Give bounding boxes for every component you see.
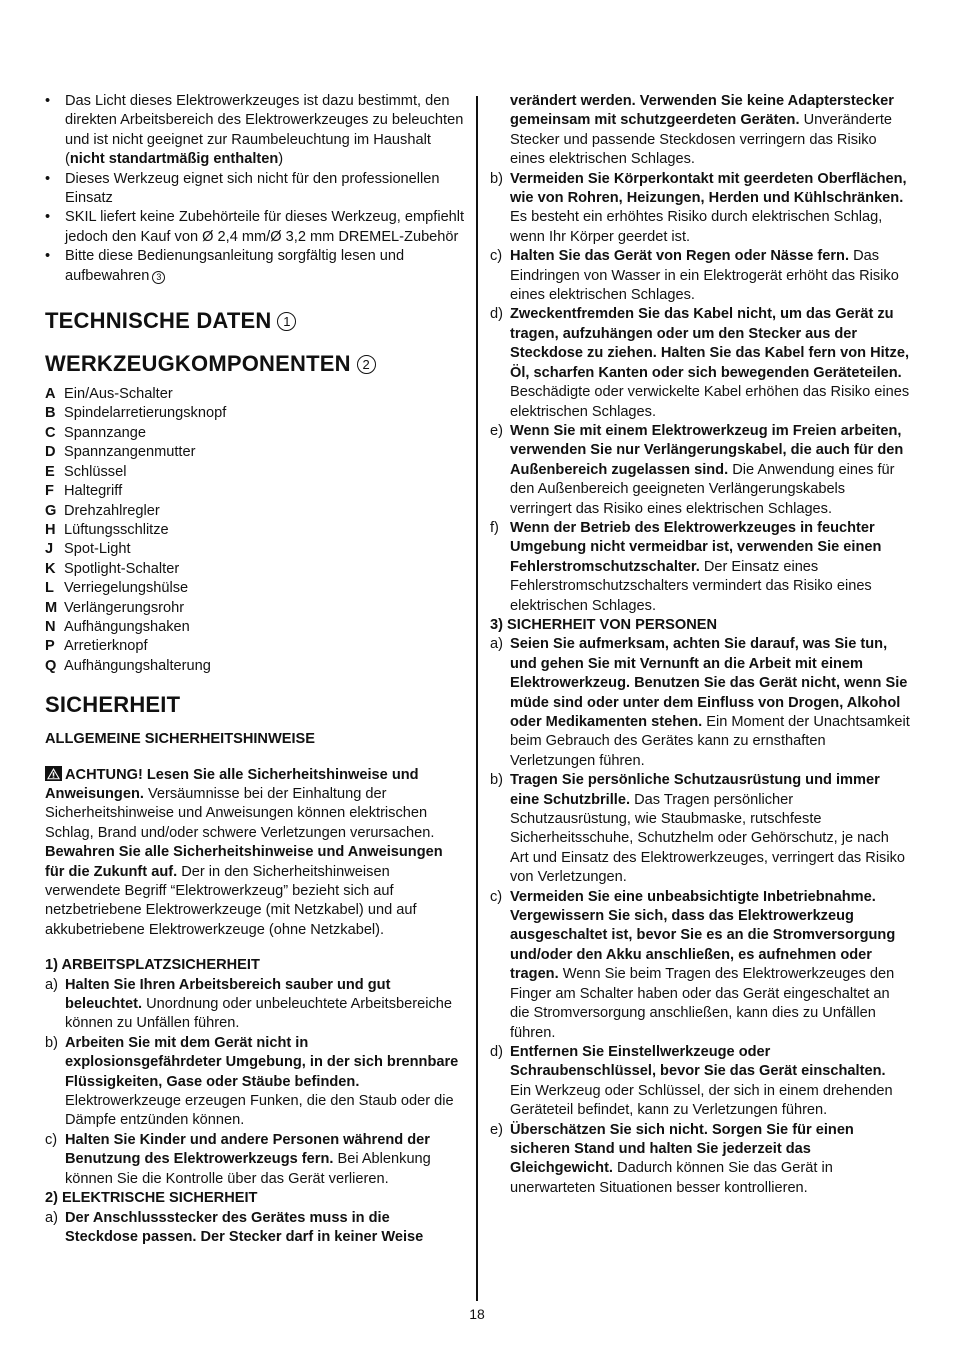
bold-text: Wenn Sie mit einem Elektrowerkzeug im Freien arbeiten, verwenden Sie nur Verlängerungskabel, die auch für den Außenbereich zugelassen sind. [510, 422, 904, 478]
right-column [490, 92, 910, 1198]
safety-item [45, 1131, 465, 1189]
warning-paragraph [45, 766, 465, 941]
item-marker: c) [45, 1131, 58, 1148]
item-text [510, 305, 910, 421]
safety-item [490, 888, 910, 1043]
section-item-list [45, 1209, 465, 1248]
section-item-list [490, 92, 910, 616]
figure-ref-1: 1 [277, 312, 296, 331]
component-label: Spannzange [64, 424, 146, 441]
component-letter: Q [45, 657, 57, 674]
component-label: Lüftungsschlitze [64, 521, 169, 538]
bold-text: verändert werden. Verwenden Sie keine Adapterstecker gemeinsam mit schutzgeerdeten Geräten. [510, 93, 894, 129]
figure-ref-2: 2 [357, 355, 376, 374]
component-item [45, 502, 465, 521]
section-item-list [45, 976, 465, 1189]
component-item [45, 443, 465, 462]
component-letter: A [45, 386, 56, 403]
figure-ref: 3 [152, 271, 165, 284]
text-run: Es besteht ein erhöhtes Risiko durch elektrischen Schlag, wenn Ihr Körper geerdet ist. [510, 209, 883, 245]
bold-text: Entfernen Sie Einstellwerkzeuge oder Schraubenschlüssel, bevor Sie das Gerät einschalten. [510, 1043, 886, 1080]
item-marker: b) [490, 772, 503, 789]
item-text [510, 888, 910, 1043]
safety-item [490, 635, 910, 771]
bold-text: nicht standartmäßig enthalten [69, 151, 279, 168]
component-label: Spot-Light [64, 541, 131, 558]
text-run: Unveränderte Stecker und passende Steckdosen verringern das Risiko eines elektrischen Schlages. [510, 112, 893, 168]
component-label: Spannzangenmutter [64, 444, 196, 461]
heading-tool-components-text: WERKZEUGKOMPONENTEN [45, 351, 351, 377]
text-run: Dieses Werkzeug eignet sich nicht für den professionellen Einsatz [65, 170, 440, 207]
section-item-list [490, 635, 910, 1198]
component-label: Verriegelungshülse [64, 580, 189, 597]
item-text [510, 635, 910, 771]
component-label: Ein/Aus-Schalter [64, 386, 173, 403]
item-text [510, 170, 910, 248]
bold-text: Überschätzen Sie sich nicht. Sorgen Sie für einen sicheren Stand und halten Sie jederzeit das Gleichgewicht. [510, 1121, 854, 1177]
component-item [45, 482, 465, 501]
text-run: Beschädigte oder verwickelte Kabel erhöhen das Risiko eines elektrischen Schlages. [510, 384, 910, 420]
item-text [510, 771, 910, 887]
safety-item [490, 305, 910, 421]
text-run: Dadurch können Sie das Gerät in unerwarteten Situationen besser kontrollieren. [510, 1160, 833, 1196]
text-run: Wenn Sie beim Tragen des Elektrowerkzeuges den Finger am Schalter haben oder das Gerät eingeschaltet an die Stromversorgung anschließen, kann dies zu Unfällen führen. [510, 966, 895, 1041]
text-run: Die Anwendung eines für den Außenbereich geeigneten Verlängerungskabels verringert das Risiko eines elektrischen Schlages. [510, 461, 895, 517]
component-item [45, 637, 465, 656]
item-text [510, 247, 910, 305]
bold-text: Tragen Sie persönliche Schutzausrüstung und immer eine Schutzbrille. [510, 772, 880, 808]
bold-text: Wenn der Betrieb des Elektrowerkzeuges in feuchter Umgebung nicht vermeidbar ist, verwenden Sie einen Fehlerstromschutzschalter. [510, 519, 882, 575]
component-label: Spindelarretierungsknopf [64, 405, 227, 422]
bold-text: Halten Sie Kinder und andere Personen während der Benutzung des Elektrowerkzeugs fern. [65, 1131, 430, 1168]
component-label: Aufhängungshalterung [64, 657, 211, 674]
item-text [510, 1121, 910, 1199]
text-run: Elektrowerkzeuge erzeugen Funken, die den Staub oder die Dämpfe entzünden können. [65, 1093, 454, 1129]
component-letter: K [45, 560, 56, 577]
component-label: Schlüssel [64, 463, 127, 480]
component-item [45, 521, 465, 540]
item-text [65, 1131, 465, 1189]
item-marker: b) [45, 1034, 58, 1051]
text-run: Bei Ablenkung können Sie die Kontrolle über das Gerät verlieren. [65, 1151, 431, 1187]
text-run: Bitte diese Bedienungsanleitung sorgfältig lesen und aufbewahren [65, 248, 405, 284]
text-run: Ein Werkzeug oder Schlüssel, der sich in einem drehenden Geräteteil befindet, kann zu Verletzungen führen. [510, 1082, 893, 1119]
section-title: 2) ELEKTRISCHE SICHERHEIT [45, 1190, 258, 1207]
component-item [45, 463, 465, 482]
bold-text: Vermeiden Sie eine unbeabsichtigte Inbetriebnahme. Vergewissern Sie sich, dass das Elektrowerkzeug ausgeschaltet ist, bevor Sie es an die Stromversorgung und/oder den Akku anschließen, es aufnehmen oder tragen. [510, 888, 896, 983]
heading-safety: SICHERHEIT [45, 692, 181, 718]
heading-technical-data [45, 308, 465, 334]
component-label: Spotlight-Schalter [64, 560, 180, 577]
text-run: Versäumnisse bei der Einhaltung der Sicherheitshinweise und Anweisungen können elektrischen Schlag, Brand und/oder schwere Verletzungen verursachen. [45, 785, 435, 841]
component-letter: P [45, 638, 55, 655]
item-text [510, 422, 910, 519]
text-run: Ein Moment der Unachtsamkeit beim Gebrauch des Gerätes kann zu ernsthaften Verletzungen führen. [510, 714, 910, 769]
item-text [510, 92, 910, 170]
safety-item [45, 1034, 465, 1131]
item-text [65, 1209, 465, 1248]
subheading-general-safety: ALLGEMEINE SICHERHEITSHINWEISE [45, 731, 316, 748]
item-marker: d) [490, 306, 503, 323]
left-column [45, 92, 465, 1247]
component-letter: L [45, 580, 54, 597]
safety-item [490, 519, 910, 616]
component-label: Arretierknopf [64, 638, 148, 655]
item-marker: e) [490, 422, 503, 439]
item-marker: e) [490, 1121, 503, 1138]
bold-text: Seien Sie aufmerksam, achten Sie darauf, was Sie tun, und gehen Sie mit Vernunft an die Arbeit mit einem Elektrowerkzeug. Benutzen Sie das Gerät nicht, wenn Sie müde sind oder unter dem Einfluss von Drogen, Alkohol oder Medikamenten stehen. [510, 636, 908, 730]
component-letter: H [45, 521, 56, 538]
intro-bullet-list [45, 92, 465, 286]
page-number: 18 [469, 1306, 485, 1322]
item-marker: a) [45, 976, 58, 993]
component-item [45, 385, 465, 404]
component-item [45, 540, 465, 559]
item-marker: a) [490, 636, 503, 653]
safety-item [490, 170, 910, 248]
text-run: Das Eindringen von Wasser in ein Elektrogerät erhöht das Risiko eines elektrischen Schlages. [510, 248, 899, 304]
component-letter: N [45, 618, 56, 635]
safety-item [45, 976, 465, 1034]
item-text [510, 1043, 910, 1121]
bullet-item [45, 208, 465, 247]
item-text [65, 976, 465, 1034]
text-run: SKIL liefert keine Zubehörteile für dieses Werkzeug, empfiehlt jedoch den Kauf von Ø 2,4 mm/Ø 3,2 mm DREMEL-Zubehör [65, 209, 465, 245]
text-run: Der in den Sicherheitshinweisen verwendete Begriff “Elektrowerkzeug” bezieht sich auf netzbetriebene Elektrowerkzeuge (mit Netzkabel) und auf akkubetriebene Elektrowerkzeuge (ohne Netzkabel). [45, 863, 417, 938]
section-title: 3) SICHERHEIT VON PERSONEN [490, 616, 718, 633]
component-item [45, 618, 465, 637]
component-item [45, 579, 465, 598]
component-item [45, 599, 465, 618]
heading-technical-data-text: TECHNISCHE DATEN [45, 308, 272, 334]
component-label: Haltegriff [64, 483, 123, 500]
component-letter: D [45, 444, 56, 461]
component-label: Drehzahlregler [64, 502, 160, 519]
bold-text: Zweckentfremden Sie das Kabel nicht, um das Gerät zu tragen, aufzuhängen oder um den Stecker aus der Steckdose zu ziehen. Halten Sie das Kabel fern von Hitze, Öl, scharfen Kanten oder sich bewegenden Geräteteilen. [510, 306, 910, 381]
column-divider [476, 96, 478, 1301]
component-item [45, 657, 465, 676]
component-letter: J [45, 541, 54, 558]
heading-tool-components [45, 351, 465, 377]
safety-item [45, 1209, 465, 1248]
bold-text: Arbeiten Sie mit dem Gerät nicht in explosionsgefährdeter Umgebung, in der sich brennbare Flüssigkeiten, Gase oder Stäube befinden. [65, 1034, 459, 1090]
item-marker: c) [490, 248, 503, 265]
item-marker: d) [490, 1043, 503, 1060]
component-letter: B [45, 405, 56, 422]
section-title: 1) ARBEITSPLATZSICHERHEIT [45, 957, 260, 974]
component-letter: C [45, 424, 56, 441]
safety-item [490, 1043, 910, 1121]
item-marker [490, 92, 510, 170]
component-list [45, 385, 465, 676]
component-item [45, 404, 465, 423]
bold-text: Bewahren Sie alle Sicherheitshinweise und Anweisungen für die Zukunft auf. [45, 844, 443, 880]
bold-text: Halten Sie Ihren Arbeitsbereich sauber und gut beleuchtet. [65, 976, 391, 1013]
warning-triangle-icon [45, 766, 62, 781]
bullet-item [45, 247, 465, 286]
item-marker: f) [490, 519, 499, 536]
bullet-item [45, 170, 465, 209]
text-run: Das Licht dieses Elektrowerkzeuges ist dazu bestimmt, den direkten Arbeitsbereich des Elektrowerkzeuges zu beleuchten und ist nicht geeignet zur Raumbeleuchtung im Haushalt ( [65, 93, 464, 168]
item-marker: a) [45, 1209, 58, 1226]
component-item [45, 560, 465, 579]
text-run: Das Tragen persönlicher Schutzausrüstung, wie Staubmaske, rutschfeste Sicherheitsschuhe, Schutzhelm oder Gehörschutz, je nach Art und Einsatz des Elektrowerkzeuges, verringert das Risiko von Verletzungen. [510, 791, 906, 886]
bold-text: ACHTUNG! Lesen Sie alle Sicherheitshinweise und Anweisungen. [45, 766, 419, 802]
component-label: Aufhängungshaken [64, 618, 190, 635]
bold-text: Der Anschlussstecker des Gerätes muss in die Steckdose passen. Der Stecker darf in keiner Weise [65, 1209, 424, 1245]
item-text [65, 1034, 465, 1131]
component-label: Verlängerungsrohr [64, 599, 185, 616]
text-run: Der Einsatz eines Fehlerstromschutzschalters vermindert das Risiko eines elektrischen Schlages. [510, 558, 872, 614]
component-letter: G [45, 502, 57, 519]
safety-item [490, 247, 910, 305]
safety-item [490, 1121, 910, 1199]
bold-text: Halten Sie das Gerät von Regen oder Nässe fern. [510, 248, 850, 265]
component-letter: M [45, 599, 58, 616]
left-safety-sections [45, 956, 465, 1247]
component-letter: E [45, 463, 55, 480]
item-text [510, 519, 910, 616]
bullet-item [45, 92, 465, 170]
safety-item [490, 771, 910, 887]
safety-item [490, 422, 910, 519]
text-run: ) [278, 151, 284, 168]
bold-text: Vermeiden Sie Körperkontakt mit geerdeten Oberflächen, wie von Rohren, Heizungen, Herden und Kühlschränken. [510, 170, 907, 207]
text-run: Unordnung oder unbeleuchtete Arbeitsbereiche können zu Unfällen führen. [65, 996, 452, 1032]
item-marker: c) [490, 888, 503, 905]
component-item [45, 424, 465, 443]
right-safety-sections [490, 92, 910, 1198]
safety-item [490, 92, 910, 170]
item-marker: b) [490, 170, 503, 187]
component-letter: F [45, 483, 54, 500]
